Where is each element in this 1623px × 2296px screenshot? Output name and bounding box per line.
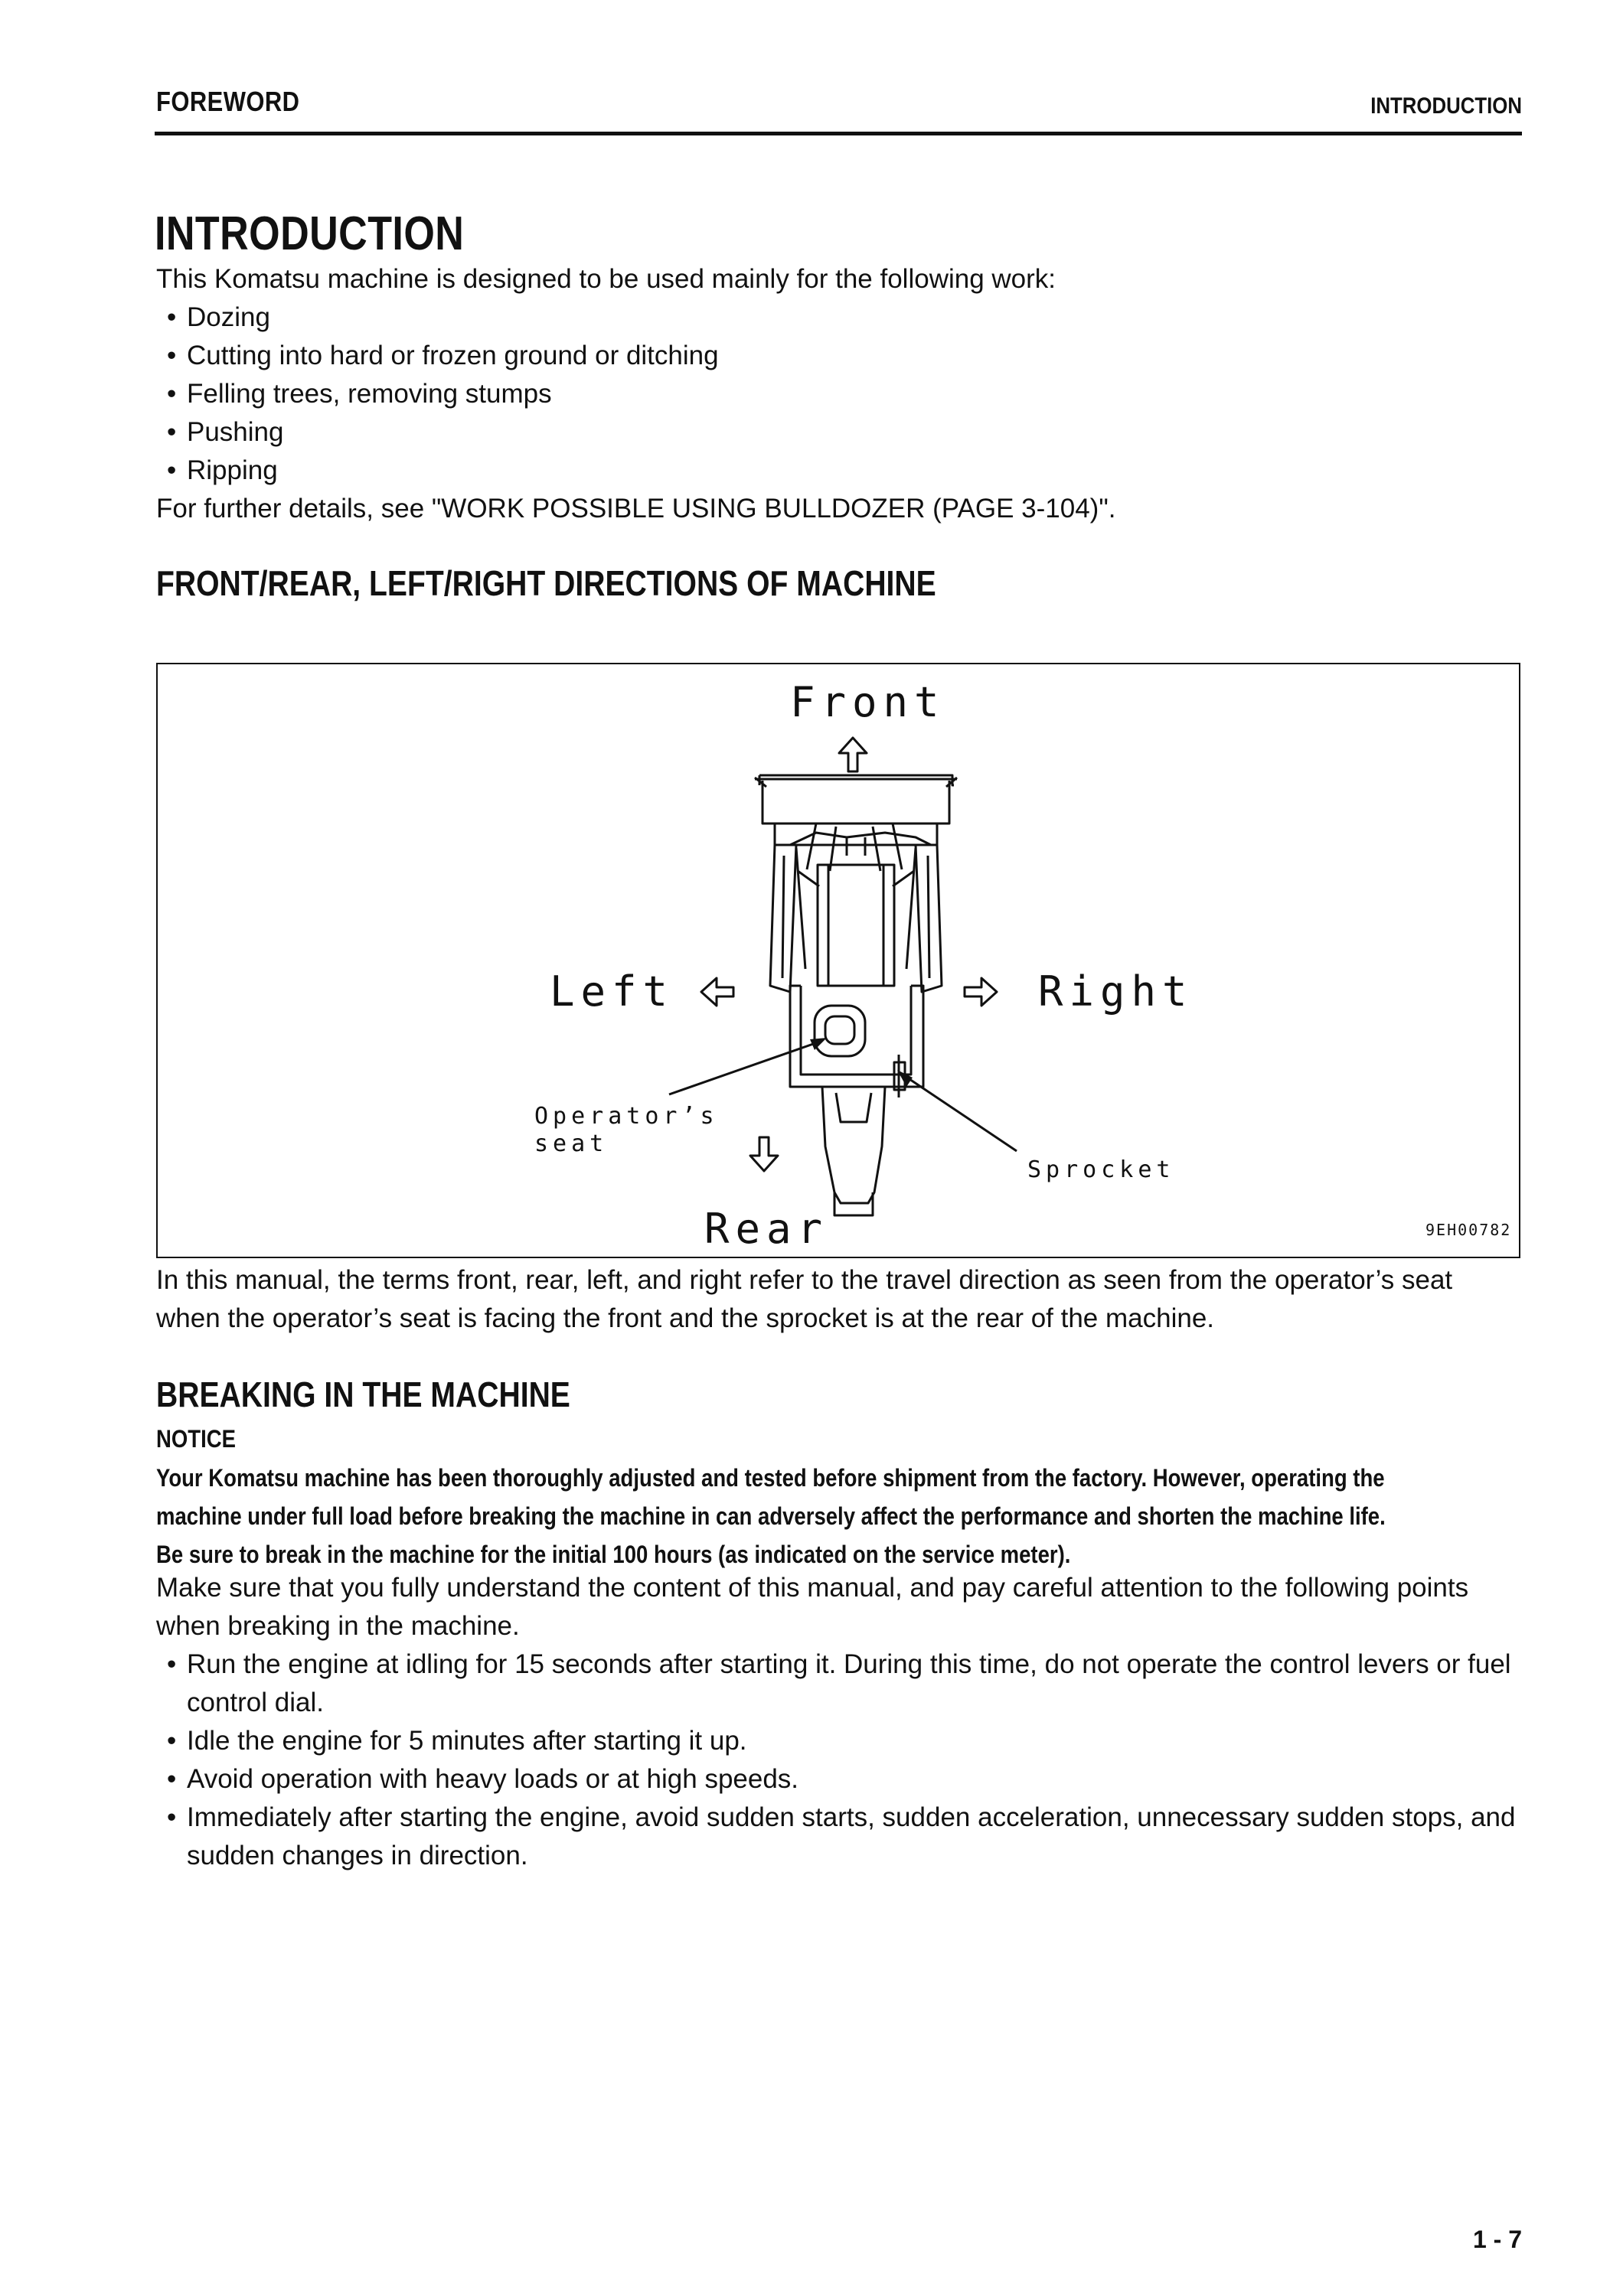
- page-number: 1 - 7: [1472, 2226, 1522, 2253]
- breaking-in-heading: BREAKING IN THE MACHINE: [156, 1375, 570, 1414]
- label-rear: Rear: [704, 1205, 829, 1253]
- label-sprocket: Sprocket: [1027, 1156, 1175, 1183]
- directions-figure: [156, 663, 1520, 1258]
- notice-line: Be sure to break in the machine for the initial 100 hours (as indicated on the service meter).: [156, 1541, 1071, 1568]
- bulldozer-top-view-diagram: [158, 664, 1519, 1257]
- introduction-lead: This Komatsu machine is designed to be used mainly for the following work:: [156, 264, 1056, 294]
- header-chapter: INTRODUCTION: [1370, 93, 1522, 119]
- notice-line: Your Komatsu machine has been thoroughly adjusted and tested before shipment from the factory. However, operating the: [156, 1464, 1385, 1492]
- breaking-in-intro: Make sure that you fully understand the content of this manual, and pay careful attention to the following points when breaking in the machine.: [156, 1573, 1469, 1641]
- directions-heading: FRONT/REAR, LEFT/RIGHT DIRECTIONS OF MACHINE: [156, 563, 936, 603]
- notice-label: NOTICE: [156, 1425, 236, 1453]
- notice-line: machine under full load before breaking the machine in can adversely affect the performance and shorten the machine life.: [156, 1502, 1386, 1530]
- figure-code: 9EH00782: [1425, 1221, 1512, 1239]
- manual-page: FOREWORD INTRODUCTION INTRODUCTION This Komatsu machine is designed to be used mainly for the following work: • Dozing • Cutting into hard or frozen ground or ditching • Felling trees, removing stumps • Pushing • Ripping For further details, see "WORK POSSIBLE USING BULLDOZER (PAGE 3-104)". FRONT/REAR, LEFT/RIGHT DIRECTIONS OF MACHINE Front Left Right Rear Operator’s seat Sprocket 9EH00782 In this manual, the terms front, rear, left, and right refer to the travel direction as seen from the operator’s seat when the operator’s seat is facing the front and the sprocket is at the rear of the machine. BREAKING IN THE MACHINE NOTICE Your Komatsu machine has been thoroughly adjusted and tested before shipment from the factory. However, operating the machine under full load before breaking the machine in can adversely affect the performance and shorten the machine life. Be sure to break in the machine for the initial 100 hours (as indicated on the service meter). Make sure that you fully understand the content of this manual, and pay careful attention to the following points when breaking in the machine. • Run the engine at idling for 15 seconds after starting it. During this time, do not operate the control levers or fuel control dial. • Idle the engine for 5 minutes after starting it up. • Avoid operation with heavy loads or at high speeds. • Immediately after starting the engine, avoid sudden starts, sudden acceleration, unnecessary sudden stops, and sudden changes in direction. 1 - 7: [155, 86, 1522, 2253]
- further-details-reference[interactable]: For further details, see "WORK POSSIBLE USING BULLDOZER (PAGE 3-104)".: [156, 494, 1116, 523]
- label-right: Right: [1038, 967, 1194, 1016]
- directions-caption: In this manual, the terms front, rear, left, and right refer to the travel direction as seen from the operator’s seat when the operator’s seat is facing the front and the sprocket is at the rear of the machine.: [156, 1265, 1453, 1333]
- label-operator-seat: Operator’s: [534, 1103, 719, 1130]
- label-left: Left: [550, 967, 674, 1016]
- header-rule: [155, 132, 1522, 135]
- introduction-heading: INTRODUCTION: [155, 207, 465, 260]
- label-operator-seat-2: seat: [534, 1130, 609, 1157]
- header-section: FOREWORD: [156, 86, 300, 117]
- label-front: Front: [790, 678, 945, 726]
